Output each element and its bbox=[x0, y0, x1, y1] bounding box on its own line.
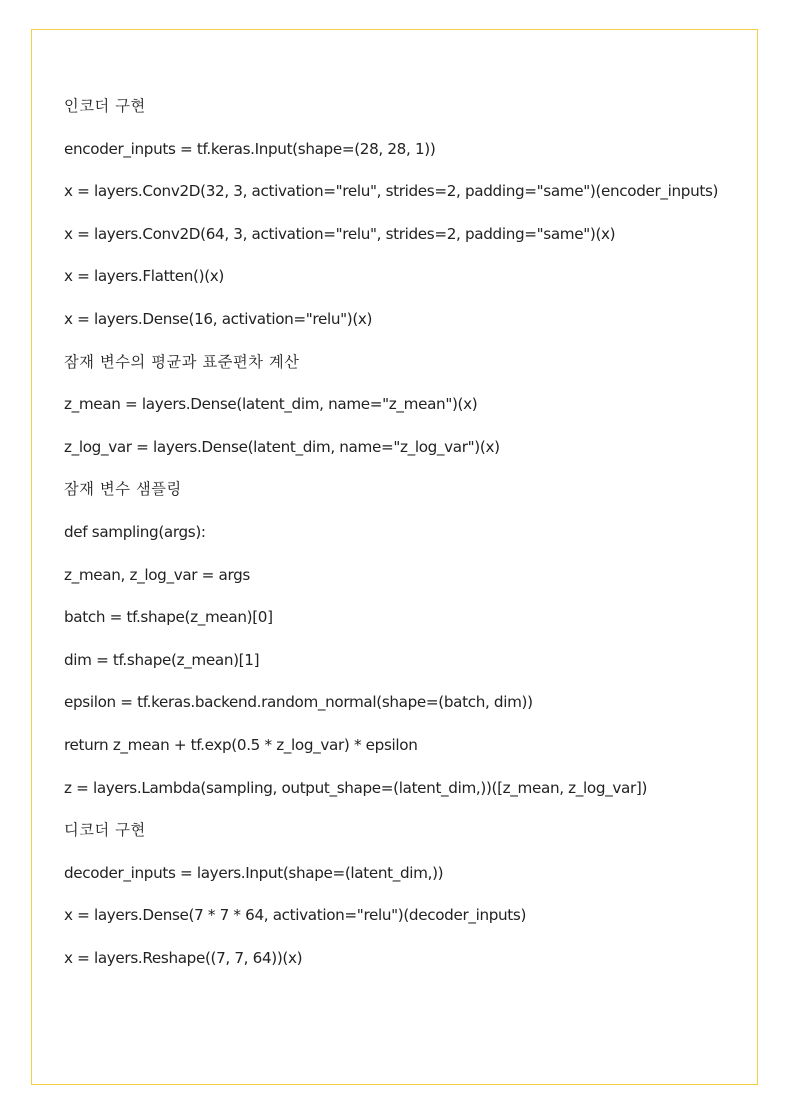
document-frame bbox=[31, 29, 758, 1085]
code-line: batch = tf.shape(z_mean)[0] bbox=[64, 608, 273, 627]
code-line: z = layers.Lambda(sampling, output_shape=(latent_dim,))([z_mean, z_log_var]) bbox=[64, 778, 648, 797]
code-line: x = layers.Dense(16, activation="relu")(x) bbox=[64, 309, 373, 328]
section-heading-latent-stats: 잠재 변수의 평균과 표준편차 계산 bbox=[64, 352, 300, 371]
code-line: x = layers.Reshape((7, 7, 64))(x) bbox=[64, 948, 303, 967]
code-line: dim = tf.shape(z_mean)[1] bbox=[64, 650, 260, 669]
code-line: encoder_inputs = tf.keras.Input(shape=(28, 28, 1)) bbox=[64, 139, 436, 158]
code-line: z_mean = layers.Dense(latent_dim, name="z_mean")(x) bbox=[64, 395, 478, 414]
code-line: decoder_inputs = layers.Input(shape=(latent_dim,)) bbox=[64, 863, 444, 882]
section-heading-sampling: 잠재 변수 샘플링 bbox=[64, 480, 182, 499]
document-content bbox=[64, 91, 744, 985]
code-line: x = layers.Flatten()(x) bbox=[64, 267, 224, 286]
code-line: def sampling(args): bbox=[64, 522, 206, 541]
code-line: x = layers.Conv2D(32, 3, activation="relu", strides=2, padding="same")(encoder_inputs) bbox=[64, 182, 719, 201]
code-line: z_log_var = layers.Dense(latent_dim, name="z_log_var")(x) bbox=[64, 437, 500, 456]
code-line: x = layers.Conv2D(64, 3, activation="relu", strides=2, padding="same")(x) bbox=[64, 224, 616, 243]
code-line: x = layers.Dense(7 * 7 * 64, activation="relu")(decoder_inputs) bbox=[64, 906, 527, 925]
code-line: return z_mean + tf.exp(0.5 * z_log_var) * epsilon bbox=[64, 735, 418, 754]
code-line: z_mean, z_log_var = args bbox=[64, 565, 250, 584]
section-heading-decoder: 디코더 구현 bbox=[64, 821, 146, 840]
section-heading-encoder: 인코더 구현 bbox=[64, 97, 146, 115]
code-line: epsilon = tf.keras.backend.random_normal(shape=(batch, dim)) bbox=[64, 693, 533, 712]
